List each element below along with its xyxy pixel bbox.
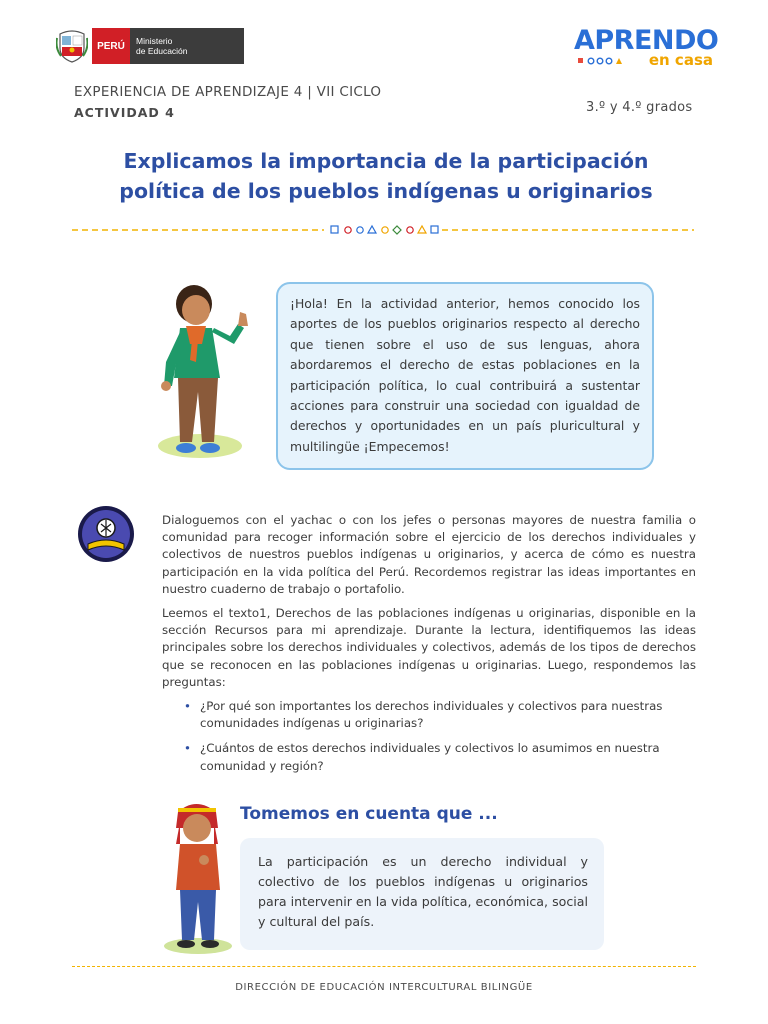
list-item [162, 740, 696, 774]
question-text: ¿Por qué son importantes los derechos individuales y colectivos para nuestras comunidades indígenas u originarias? [200, 699, 663, 731]
question-text: ¿Cuántos de estos derechos individuales y colectivos lo asumimos en nuestra comunidad y región? [200, 741, 660, 773]
ministry-line1: Ministerio [136, 36, 173, 46]
speech-bubble: ¡Hola! En la actividad anterior, hemos conocido los aportes de los pueblos originarios respecto al derecho que tienen sobre el uso de sus lenguas, ahora abordaremos el derecho de estas poblaciones en la participación política, lo cual contribuirá a sustentar acciones para construir una sociedad con igualdad de derechos y oportunidades en un país pluricultural y multilingüe ¡Empecemos! [276, 282, 654, 470]
activity-label: ACTIVIDAD 4 [74, 105, 175, 120]
coat-of-arms-icon [56, 28, 88, 64]
bullet-icon: • [184, 741, 191, 756]
ministry-line2: de Educación [136, 46, 188, 56]
brand-sub: en casa [648, 51, 713, 69]
minedu-logo [56, 26, 246, 66]
title-line1: Explicamos la importancia de la participación [123, 149, 649, 173]
reading-book-icon [76, 504, 136, 564]
title-line2: política de los pueblos indígenas u originarios [119, 179, 653, 203]
list-item [162, 698, 696, 732]
experience-label: EXPERIENCIA DE APRENDIZAJE 4 | VII CICLO [74, 84, 382, 100]
kid-with-chullo-illustration [160, 798, 238, 956]
footer-text: DIRECCIÓN DE EDUCACIÓN INTERCULTURAL BILINGÜE [235, 982, 533, 993]
boy-waving-illustration [150, 282, 262, 468]
questions-list [162, 698, 696, 775]
peru-label: PERÚ [92, 28, 130, 64]
grades-label: 3.º y 4.º grados [586, 100, 693, 115]
note-heading: Tomemos en cuenta que ... [240, 804, 498, 824]
bullet-icon: • [184, 699, 191, 714]
note-box: La participación es un derecho individual y colectivo de los pueblos indígenas u originarios para intervenir en la vida política, económica, social y cultural del país. [240, 838, 604, 950]
body-text [162, 512, 696, 783]
paragraph-dialogue: Dialoguemos con el yachac o con los jefes o personas mayores de nuestra familia o comunidad para recoger información sobre el ejercicio de los derechos individuales y colectivos de nuestros pueblos indígenas u originarios, y acerca de cómo es nuestra participación en la vida política del Perú. Recordemos registrar las ideas importantes en nuestro cuaderno de trabajo o portafolio. [162, 513, 696, 596]
ministry-label [130, 28, 244, 64]
footer-divider [72, 966, 696, 967]
aprendo-en-casa-logo [572, 26, 717, 76]
brand-main: APRENDO [574, 25, 719, 56]
paragraph-reading: Leemos el texto1, Derechos de las poblaciones indígenas u originarias, disponible en la sección Recursos para mi aprendizaje. Durante la lectura, identifiquemos las ideas principales sobre los derechos individuales y colectivos, además de los tipos de derechos que se reconocen en las poblaciones indígenas u originarias. Luego, respondemos las preguntas: [162, 606, 696, 689]
page-title [60, 146, 712, 206]
brand-shapes-icon [578, 56, 638, 66]
dashed-divider [72, 224, 694, 236]
